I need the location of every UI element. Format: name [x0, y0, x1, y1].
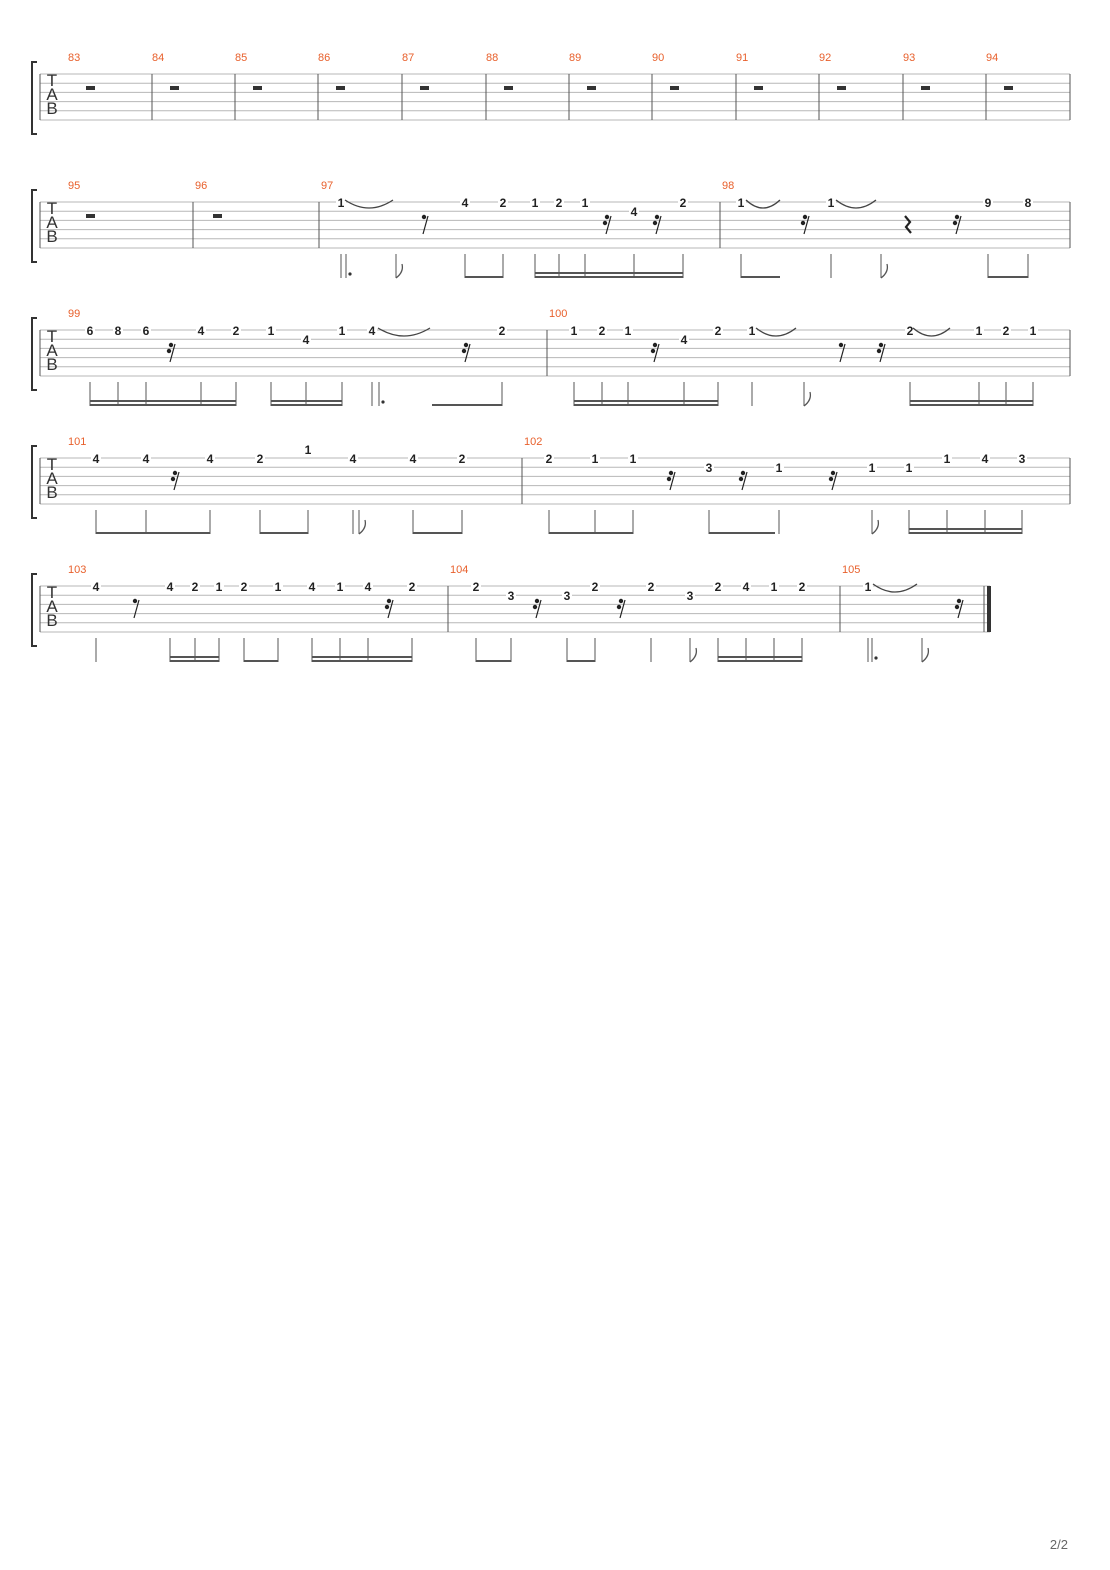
- beam: [432, 404, 502, 406]
- fret-number: 4: [461, 196, 469, 210]
- beam: [988, 276, 1028, 278]
- tie: [345, 200, 393, 208]
- fret-number: 4: [92, 452, 100, 466]
- measure-number: 92: [819, 52, 832, 64]
- beam: [312, 656, 412, 658]
- fret-number: 1: [748, 324, 756, 338]
- fret-number: 1: [215, 580, 223, 594]
- rest-dot: [422, 215, 426, 219]
- measure-number: 87: [402, 52, 415, 64]
- whole-rest: [170, 86, 179, 90]
- rest-dot: [133, 599, 137, 603]
- staff-system: [32, 190, 1070, 278]
- system-brace: [32, 190, 37, 262]
- fret-number: 2: [498, 324, 506, 338]
- note-flag: [359, 520, 365, 534]
- fret-number: 2: [679, 196, 687, 210]
- augmentation-dot: [874, 656, 877, 659]
- tab-clef-letter: A: [46, 597, 58, 616]
- tie: [913, 328, 950, 336]
- tie: [756, 328, 796, 336]
- beam: [535, 272, 683, 274]
- rest-dot: [167, 349, 171, 353]
- rest-dot: [953, 221, 957, 225]
- beam: [910, 400, 1033, 402]
- fret-number: 1: [581, 196, 589, 210]
- fret-number: 1: [975, 324, 983, 338]
- beam: [535, 276, 683, 278]
- beam: [90, 400, 236, 402]
- rest-dot: [619, 599, 623, 603]
- page-number: 2/2: [1049, 1537, 1068, 1552]
- fret-number: 1: [1029, 324, 1037, 338]
- tab-clef-letter: A: [46, 85, 58, 104]
- fret-number: 1: [629, 452, 637, 466]
- rest-dot: [829, 477, 833, 481]
- fret-number: 4: [680, 333, 688, 348]
- rest-dot: [803, 215, 807, 219]
- note-flag: [690, 648, 696, 662]
- beam: [476, 660, 511, 662]
- fret-number: 1: [338, 324, 346, 338]
- beam: [910, 404, 1033, 406]
- system-brace: [32, 574, 37, 646]
- quarter-rest: [905, 216, 911, 233]
- measure-number: 94: [986, 52, 999, 64]
- rest-dot: [605, 215, 609, 219]
- fret-number: 4: [368, 324, 376, 338]
- beam: [413, 532, 462, 534]
- fret-number: 1: [304, 442, 312, 457]
- tie: [873, 584, 917, 592]
- fret-number: 1: [868, 461, 876, 476]
- fret-number: 1: [336, 580, 344, 594]
- fret-number: 2: [598, 324, 606, 338]
- measure-number: 95: [68, 180, 81, 192]
- whole-rest: [253, 86, 262, 90]
- measure-number: 91: [736, 52, 749, 64]
- note-flag: [804, 392, 810, 406]
- fret-number: 3: [705, 461, 713, 476]
- system-brace: [32, 446, 37, 518]
- tie: [836, 200, 876, 208]
- note-flag: [396, 264, 402, 278]
- fret-number: 2: [232, 324, 240, 338]
- fret-number: 1: [770, 580, 778, 594]
- fret-number: 2: [555, 196, 563, 210]
- fret-number: 8: [1024, 196, 1032, 210]
- beam: [549, 532, 633, 534]
- tie: [746, 200, 780, 208]
- tab-clef-letter: T: [46, 199, 58, 218]
- rest-dot: [171, 477, 175, 481]
- tab-clef-letter: B: [46, 227, 58, 246]
- beam: [909, 528, 1022, 530]
- fret-number: 1: [775, 461, 783, 476]
- rest-dot: [535, 599, 539, 603]
- fret-number: 1: [591, 452, 599, 466]
- beam: [90, 404, 236, 406]
- rest-dot: [879, 343, 883, 347]
- fret-number: 2: [1002, 324, 1010, 338]
- fret-number: 2: [191, 580, 199, 594]
- beam: [271, 400, 342, 402]
- staff-system: [32, 62, 1070, 134]
- measure-number: 85: [235, 52, 248, 64]
- beam: [718, 656, 802, 658]
- rest-dot: [653, 221, 657, 225]
- fret-number: 1: [337, 196, 345, 210]
- fret-number: 2: [256, 452, 264, 466]
- measure-number: 100: [549, 308, 568, 320]
- measure-number: 103: [68, 564, 87, 576]
- fret-number: 3: [563, 589, 571, 604]
- measure-number: 90: [652, 52, 665, 64]
- beam: [709, 532, 775, 534]
- fret-number: 1: [905, 461, 913, 476]
- beam: [567, 660, 595, 662]
- rest-dot: [831, 471, 835, 475]
- beam: [574, 404, 718, 406]
- beam: [260, 532, 308, 534]
- measure-number: 89: [569, 52, 582, 64]
- fret-number: 1: [737, 196, 745, 210]
- fret-number: 4: [302, 333, 310, 348]
- beam: [909, 532, 1022, 534]
- measure-number: 84: [152, 52, 165, 64]
- whole-rest: [336, 86, 345, 90]
- fret-number: 2: [458, 452, 466, 466]
- rest-dot: [173, 471, 177, 475]
- system-brace: [32, 62, 37, 134]
- beam: [170, 660, 219, 662]
- rest-dot: [877, 349, 881, 353]
- whole-rest: [1004, 86, 1013, 90]
- tab-clef-letter: B: [46, 611, 58, 630]
- fret-number: 1: [274, 580, 282, 594]
- fret-number: 3: [1018, 452, 1026, 466]
- measure-number: 97: [321, 180, 334, 192]
- tab-clef-letter: T: [46, 327, 58, 346]
- note-flag: [881, 264, 887, 278]
- fret-number: 4: [166, 580, 174, 594]
- tab-clef-letter: T: [46, 455, 58, 474]
- rest-dot: [669, 471, 673, 475]
- fret-number: 4: [409, 452, 417, 466]
- final-barline: [987, 586, 991, 632]
- whole-rest: [587, 86, 596, 90]
- fret-number: 3: [507, 589, 515, 604]
- fret-number: 4: [981, 452, 989, 466]
- fret-number: 2: [714, 580, 722, 594]
- fret-number: 2: [714, 324, 722, 338]
- fret-number: 4: [92, 580, 100, 594]
- fret-number: 3: [686, 589, 694, 604]
- rest-dot: [385, 605, 389, 609]
- rest-dot: [957, 599, 961, 603]
- rest-dot: [603, 221, 607, 225]
- note-flag: [922, 648, 928, 662]
- beam: [96, 532, 210, 534]
- fret-number: 1: [267, 324, 275, 338]
- fret-number: 4: [206, 452, 214, 466]
- tab-clef-letter: B: [46, 483, 58, 502]
- fret-number: 2: [240, 580, 248, 594]
- fret-number: 9: [984, 196, 992, 210]
- tab-clef-letter: A: [46, 469, 58, 488]
- whole-rest: [420, 86, 429, 90]
- tab-clef-letter: T: [46, 71, 58, 90]
- rest-dot: [801, 221, 805, 225]
- rest-dot: [387, 599, 391, 603]
- whole-rest: [213, 214, 222, 218]
- whole-rest: [837, 86, 846, 90]
- system-brace: [32, 318, 37, 390]
- tab-clef-letter: B: [46, 355, 58, 374]
- fret-number: 1: [570, 324, 578, 338]
- rest-dot: [667, 477, 671, 481]
- whole-rest: [754, 86, 763, 90]
- fret-number: 2: [647, 580, 655, 594]
- beam: [741, 276, 780, 278]
- tab-clef-letter: A: [46, 341, 58, 360]
- rest-dot: [955, 605, 959, 609]
- fret-number: 4: [349, 452, 357, 466]
- whole-rest: [921, 86, 930, 90]
- whole-rest: [670, 86, 679, 90]
- rest-dot: [651, 349, 655, 353]
- fret-number: 2: [499, 196, 507, 210]
- note-flag: [872, 520, 878, 534]
- rest-dot: [655, 215, 659, 219]
- beam: [170, 656, 219, 658]
- beam: [465, 276, 503, 278]
- measure-number: 86: [318, 52, 331, 64]
- fret-number: 2: [798, 580, 806, 594]
- fret-number: 6: [142, 324, 150, 338]
- fret-number: 1: [531, 196, 539, 210]
- fret-number: 1: [943, 452, 951, 466]
- measure-number: 105: [842, 564, 861, 576]
- augmentation-dot: [348, 272, 351, 275]
- tab-clef-letter: B: [46, 99, 58, 118]
- rest-dot: [464, 343, 468, 347]
- measure-number: 93: [903, 52, 916, 64]
- rest-dot: [741, 471, 745, 475]
- rest-dot: [462, 349, 466, 353]
- beam: [271, 404, 342, 406]
- measure-number: 96: [195, 180, 208, 192]
- rest-dot: [533, 605, 537, 609]
- whole-rest: [86, 214, 95, 218]
- staff-system: [32, 574, 991, 662]
- rest-dot: [839, 343, 843, 347]
- beam: [244, 660, 278, 662]
- measure-number: 102: [524, 436, 543, 448]
- measure-number: 83: [68, 52, 81, 64]
- rest-dot: [653, 343, 657, 347]
- fret-number: 8: [114, 324, 122, 338]
- rest-dot: [617, 605, 621, 609]
- measure-number: 104: [450, 564, 469, 576]
- fret-number: 2: [408, 580, 416, 594]
- beam: [718, 660, 802, 662]
- augmentation-dot: [381, 400, 384, 403]
- tab-clef-letter: T: [46, 583, 58, 602]
- fret-number: 4: [308, 580, 316, 594]
- fret-number: 4: [630, 205, 638, 220]
- fret-number: 1: [864, 580, 872, 594]
- whole-rest: [504, 86, 513, 90]
- rest-dot: [955, 215, 959, 219]
- beam: [574, 400, 718, 402]
- fret-number: 4: [197, 324, 205, 338]
- fret-number: 1: [624, 324, 632, 338]
- rest-dot: [169, 343, 173, 347]
- fret-number: 6: [86, 324, 94, 338]
- beam: [312, 660, 412, 662]
- fret-number: 2: [591, 580, 599, 594]
- measure-number: 101: [68, 436, 87, 448]
- measure-number: 99: [68, 308, 81, 320]
- rest-dot: [739, 477, 743, 481]
- fret-number: 2: [472, 580, 480, 594]
- fret-number: 2: [906, 324, 914, 338]
- fret-number: 4: [364, 580, 372, 594]
- measure-number: 88: [486, 52, 499, 64]
- fret-number: 1: [827, 196, 835, 210]
- fret-number: 4: [742, 580, 750, 594]
- tab-clef-letter: A: [46, 213, 58, 232]
- whole-rest: [86, 86, 95, 90]
- fret-number: 4: [142, 452, 150, 466]
- staff-system: [32, 318, 1070, 406]
- measure-number: 98: [722, 180, 735, 192]
- tie: [378, 328, 430, 336]
- fret-number: 2: [545, 452, 553, 466]
